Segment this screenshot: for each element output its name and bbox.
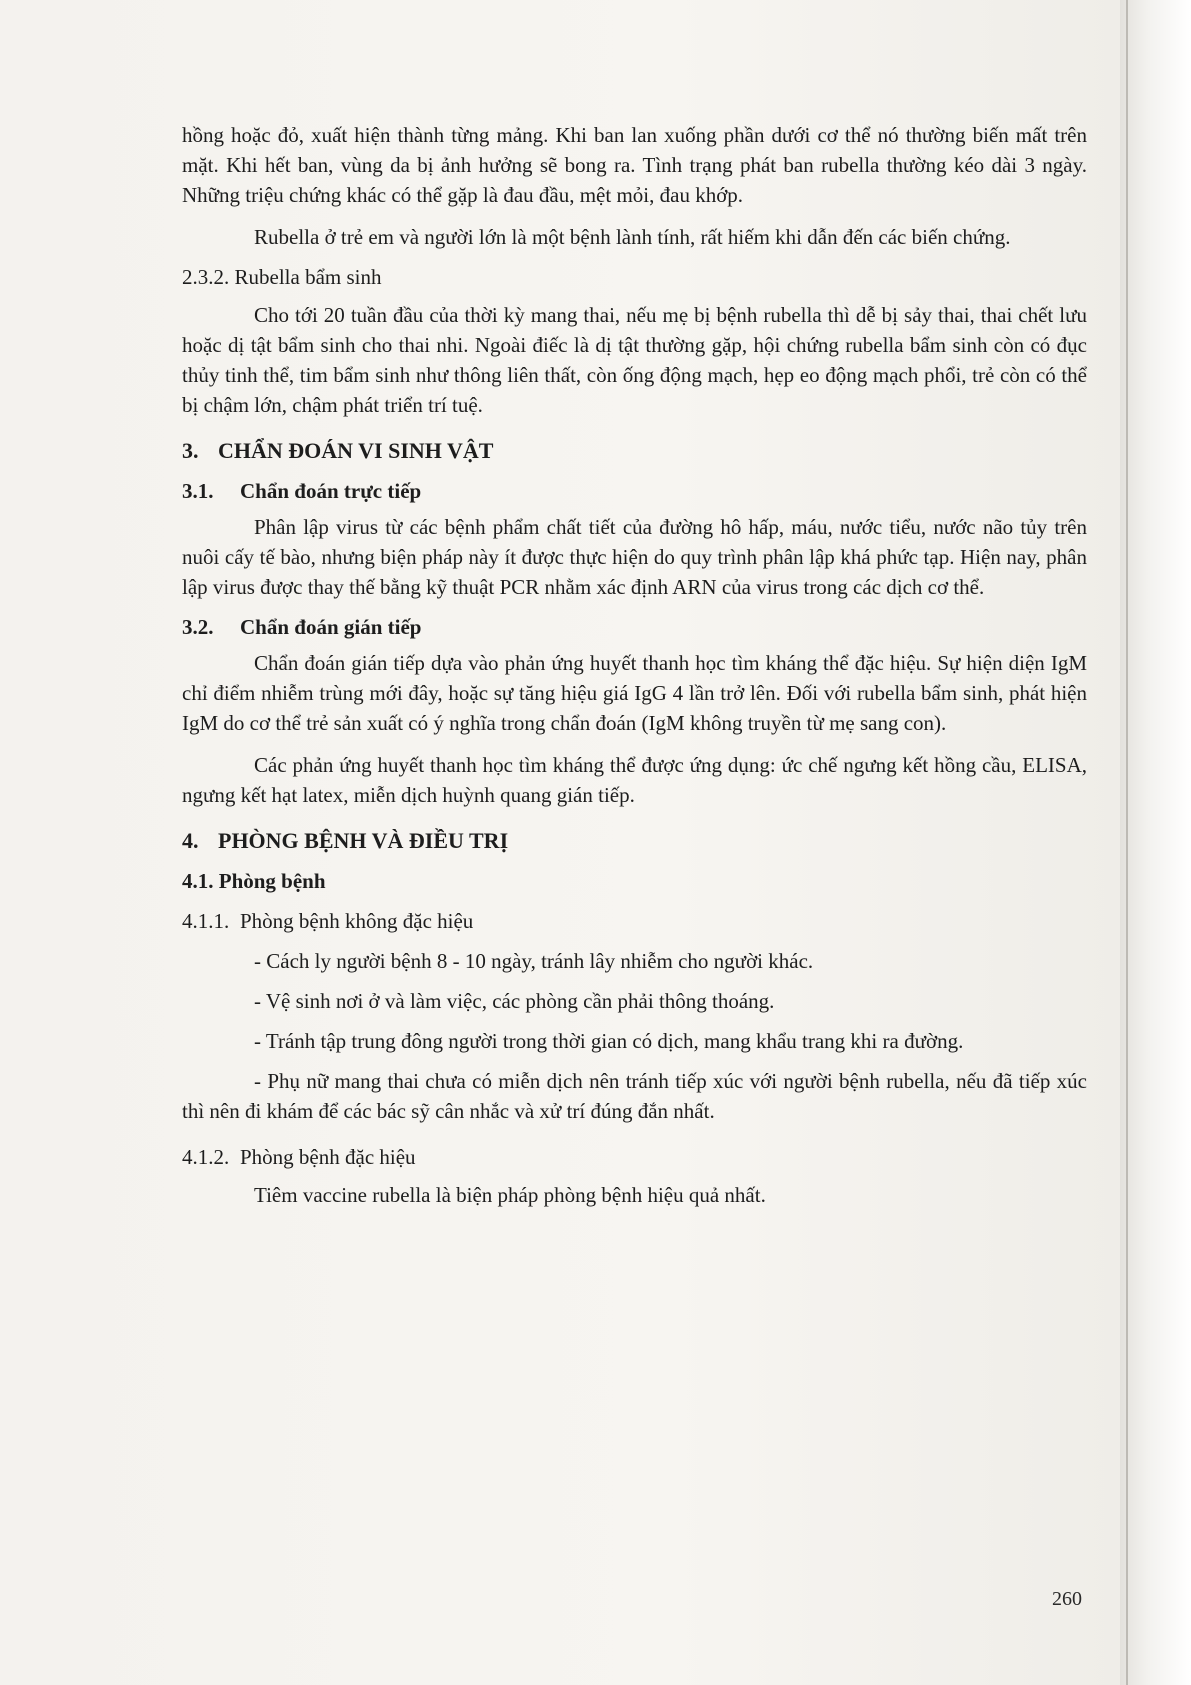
heading-text: PHÒNG BỆNH VÀ ĐIỀU TRỊ [218,828,509,853]
page-edge [1120,0,1191,1685]
heading-text: Phòng bệnh không đặc hiệu [240,909,474,933]
heading-number: 3.2. [182,615,214,639]
heading-4-1: 4.1. Phòng bệnh [182,869,326,893]
paragraph: Phân lập virus từ các bệnh phẩm chất tiết của đường hô hấp, máu, nước tiểu, nước não tủy trên nuôi cấy tế bào, nhưng biện pháp này ít được thực hiện do quy trình phân lập khá phức tạp. Hiện nay, phân lập virus được thay thế bằng kỹ thuật PCR nhằm xác định ARN của virus trong các dịch cơ thể. [182,515,1087,599]
heading-text: Chẩn đoán trực tiếp [240,479,422,503]
heading-4-1-2 [182,1142,1087,1172]
page-number: 260 [1052,1588,1082,1610]
paragraph: Tiêm vaccine rubella là biện pháp phòng bệnh hiệu quả nhất. [254,1183,766,1207]
heading-2-3-2: 2.3.2. Rubella bẩm sinh [182,265,382,289]
page-edge-shadow [1126,0,1128,1685]
heading-number: 3.1. [182,479,214,503]
heading-text: CHẨN ĐOÁN VI SINH VẬT [218,438,494,463]
heading-number: 4. [182,828,199,853]
paragraph: Các phản ứng huyết thanh học tìm kháng thể được ứng dụng: ức chế ngưng kết hồng cầu, ELISA, ngưng kết hạt latex, miễn dịch huỳnh quang gián tiếp. [182,753,1087,807]
paragraph: Cho tới 20 tuần đầu của thời kỳ mang thai, nếu mẹ bị bệnh rubella thì dễ bị sảy thai, thai chết lưu hoặc dị tật bẩm sinh cho thai nhi. Ngoài điếc là dị tật thường gặp, hội chứng rubella bẩm sinh còn có đục thủy tinh thể, tim bẩm sinh như thông liên thất, còn ống động mạch, hẹp eo động mạch phổi, trẻ còn có thể bị chậm lớn, chậm phát triển trí tuệ. [182,303,1087,417]
paragraph: Rubella ở trẻ em và người lớn là một bệnh lành tính, rất hiếm khi dẫn đến các biến chứng. [254,225,1011,249]
paragraph: Chẩn đoán gián tiếp dựa vào phản ứng huyết thanh học tìm kháng thể đặc hiệu. Sự hiện diện IgM chỉ điểm nhiễm trùng mới đây, hoặc sự tăng hiệu giá IgG 4 lần trở lên. Đối với rubella bẩm sinh, phát hiện IgM do cơ thể trẻ sản xuất có ý nghĩa trong chẩn đoán (IgM không truyền từ mẹ sang con). [182,651,1087,735]
heading-4-1-1 [182,906,1087,936]
heading-3-2 [182,612,1087,642]
bullet-item: - Phụ nữ mang thai chưa có miễn dịch nên tránh tiếp xúc với người bệnh rubella, nếu đã tiếp xúc thì nên đi khám để các bác sỹ cân nhắc và xử trí đúng đắn nhất. [182,1069,1087,1123]
heading-4 [182,826,1087,856]
heading-number: 4.1.2. [182,1145,230,1169]
bullet-item: - Tránh tập trung đông người trong thời gian có dịch, mang khẩu trang khi ra đường. [254,1029,964,1053]
bullet-item: - Cách ly người bệnh 8 - 10 ngày, tránh lây nhiễm cho người khác. [254,949,814,973]
heading-3-1 [182,476,1087,506]
heading-number: 4.1.1. [182,909,230,933]
heading-text: Chẩn đoán gián tiếp [240,615,422,639]
heading-text: Phòng bệnh đặc hiệu [240,1145,416,1169]
heading-3 [182,436,1087,466]
page-text [182,120,1087,1210]
paragraph: hồng hoặc đỏ, xuất hiện thành từng mảng. Khi ban lan xuống phần dưới cơ thể nó thường biến mất trên mặt. Khi hết ban, vùng da bị ảnh hưởng sẽ bong ra. Tình trạng phát ban rubella thường kéo dài 3 ngày. Những triệu chứng khác có thể gặp là đau đầu, mệt mỏi, đau khớp. [182,123,1087,207]
heading-number: 3. [182,438,199,463]
bullet-item: - Vệ sinh nơi ở và làm việc, các phòng cần phải thông thoáng. [254,989,775,1013]
